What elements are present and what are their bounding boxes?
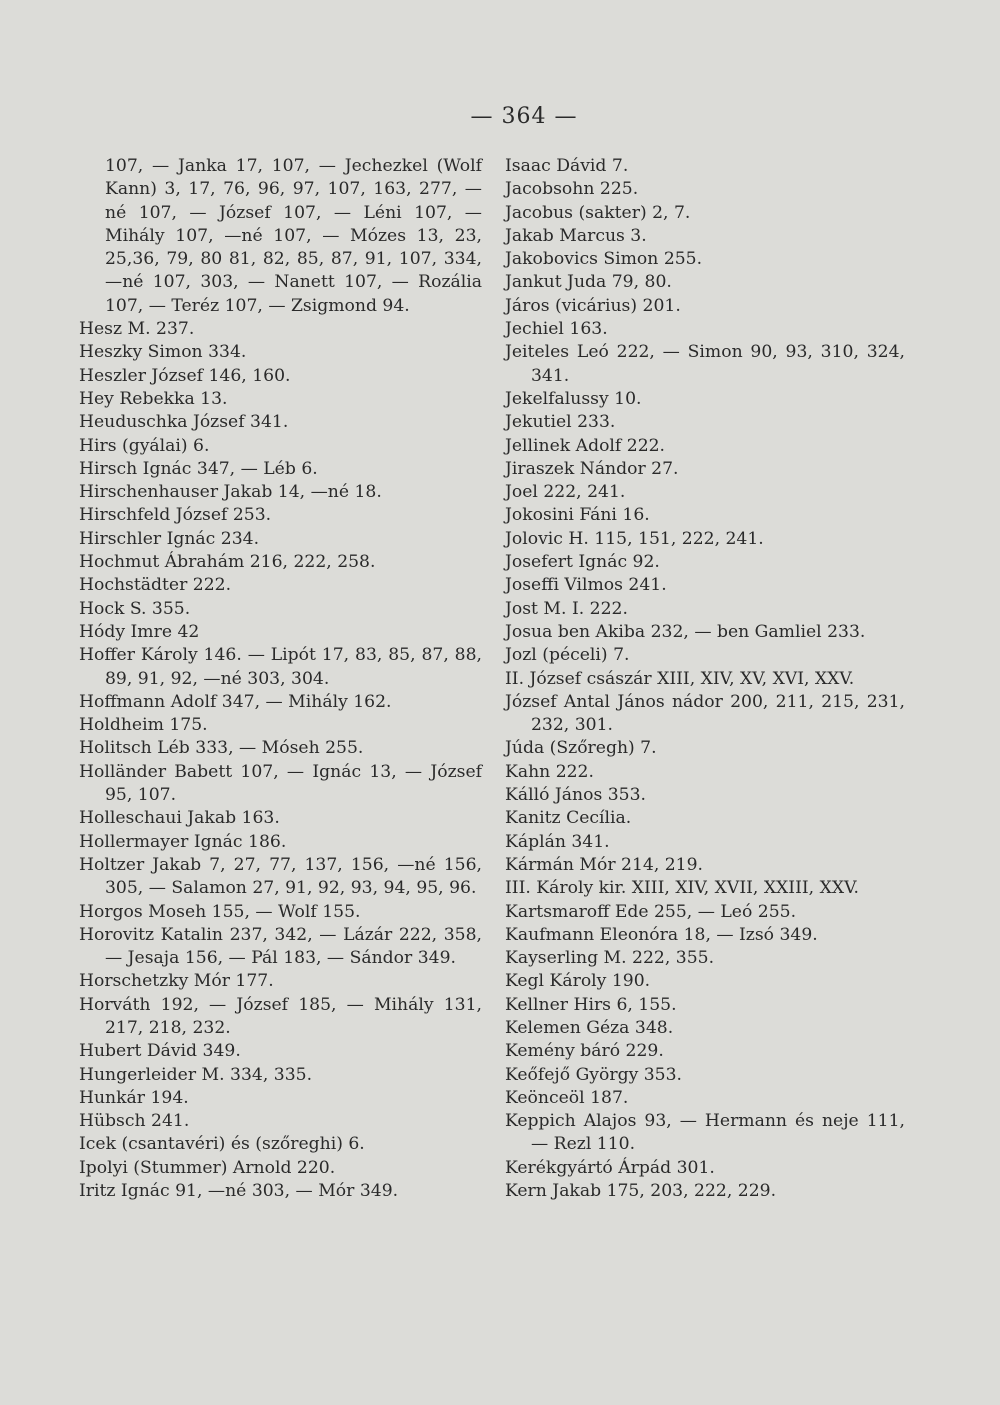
index-column-left: [79, 155, 482, 1203]
index-entry: József Antal János nádor 200, 211, 215, 231, 232, 301.: [505, 691, 905, 736]
index-entry: Jacobus (sakter) 2, 7.: [505, 202, 691, 223]
index-entry: Jechiel 163.: [505, 319, 608, 340]
index-entry: Heszler József 146, 160.: [79, 365, 291, 386]
index-entry: Jakab Marcus 3.: [505, 225, 647, 246]
index-entry: Hirschenhauser Jakab 14, —né 18.: [79, 482, 382, 503]
index-column-right: [505, 155, 905, 1203]
index-entry: Iritz Ignác 91, —né 303, — Mór 349.: [79, 1181, 399, 1202]
index-entry: Ipolyi (Stummer) Arnold 220.: [79, 1157, 336, 1178]
index-entry: Kahn 222.: [505, 761, 594, 782]
index-entry: Járos (vicárius) 201.: [505, 295, 681, 316]
index-entry: Jiraszek Nándor 27.: [505, 458, 679, 479]
index-entry: Hoffmann Adolf 347, — Mihály 162.: [79, 691, 392, 712]
index-entry: Hey Rebekka 13.: [79, 388, 228, 409]
index-entry: Holleschaui Jakab 163.: [79, 808, 280, 829]
index-entry: Jeiteles Leó 222, — Simon 90, 93, 310, 324, 341.: [505, 342, 905, 386]
index-entry: Kemény báró 229.: [505, 1041, 664, 1062]
index-entry: Horschetzky Mór 177.: [79, 971, 274, 992]
index-entry: Hirs (gyálai) 6.: [79, 435, 210, 456]
index-entry: Káplán 341.: [505, 831, 610, 852]
index-entry: Keönceöl 187.: [505, 1087, 629, 1108]
index-entry: Kayserling M. 222, 355.: [505, 948, 715, 969]
index-entry: Kanitz Cecília.: [505, 808, 632, 829]
index-entry: Josua ben Akiba 232, — ben Gamliel 233.: [505, 621, 866, 642]
index-entry: Hirschfeld József 253.: [79, 505, 272, 526]
index-entry: Hesz M. 237.: [79, 319, 195, 340]
index-entry: Jacobsohn 225.: [505, 179, 639, 200]
index-entry: 107, — Janka 17, 107, — Jechezkel (Wolf Kann) 3, 17, 76, 96, 97, 107, 163, 277, —né 107, — József 107, — Léni 107, — Mihály 107, —né 107, — Mózes 13, 23, 25,36, 79, 80 81, 82, 85, 87, 91, 107, 334, —né 107, 303, — Nanett 107, — Rozália 107, — Teréz 107, — Zsigmond 94.: [105, 156, 482, 316]
index-entry: Horovitz Katalin 237, 342, — Lázár 222, 358, — Jesaja 156, — Pál 183, — Sándor 349.: [79, 924, 482, 969]
index-entry: III. Károly kir. XIII, XIV, XVII, XXIII, XXV.: [505, 878, 859, 899]
index-entry: Kármán Mór 214, 219.: [505, 854, 704, 875]
index-entry: Horgos Moseh 155, — Wolf 155.: [79, 901, 361, 922]
index-entry: Keppich Alajos 93, — Hermann és neje 111, — Rezl 110.: [505, 1111, 905, 1155]
index-entry: Kaufmann Eleonóra 18, — Izsó 349.: [505, 924, 818, 945]
index-entry: Josefert Ignác 92.: [505, 552, 660, 573]
index-entry: Jakobovics Simon 255.: [505, 249, 703, 270]
index-entry: Kellner Hirs 6, 155.: [505, 994, 677, 1015]
index-entry: Holländer Babett 107, — Ignác 13, — József 95, 107.: [79, 761, 482, 806]
index-entry: Hollermayer Ignác 186.: [79, 831, 287, 852]
index-entry: Hirschler Ignác 234.: [79, 528, 260, 549]
index-entry: Júda (Szőregh) 7.: [505, 738, 657, 759]
index-entry: Hübsch 241.: [79, 1111, 190, 1132]
index-entry: Kerékgyártó Árpád 301.: [505, 1157, 715, 1178]
index-entry: Kelemen Géza 348.: [505, 1017, 674, 1038]
index-entry: Joel 222, 241.: [505, 482, 626, 503]
index-entry: Kartsmaroff Ede 255, — Leó 255.: [505, 901, 797, 922]
index-entry: Hungerleider M. 334, 335.: [79, 1064, 313, 1085]
index-entry: Jozl (péceli) 7.: [505, 645, 630, 666]
index-entry: Jankut Juda 79, 80.: [505, 272, 672, 293]
index-entry: Kálló János 353.: [505, 785, 646, 806]
index-entry: Holdheim 175.: [79, 715, 208, 736]
index-entry: Kern Jakab 175, 203, 222, 229.: [505, 1181, 777, 1202]
index-entry: Kegl Károly 190.: [505, 971, 651, 992]
index-entry: Icek (csantavéri) és (szőreghi) 6.: [79, 1134, 365, 1155]
index-entry: Hochstädter 222.: [79, 575, 232, 596]
index-entry: II. József császár XIII, XIV, XV, XVI, XXV.: [505, 668, 855, 689]
index-entry: Heszky Simon 334.: [79, 342, 247, 363]
index-entry: Hochmut Ábrahám 216, 222, 258.: [79, 552, 376, 573]
index-entry: Jokosini Fáni 16.: [505, 505, 650, 526]
index-entry: Hock S. 355.: [79, 598, 191, 619]
index-entry: Hunkár 194.: [79, 1087, 189, 1108]
index-entry: Jolovic H. 115, 151, 222, 241.: [505, 528, 764, 549]
index-entry: Jost M. I. 222.: [505, 598, 628, 619]
index-entry: Hoffer Károly 146. — Lipót 17, 83, 85, 87, 88, 89, 91, 92, —né 303, 304.: [79, 645, 482, 689]
index-entry: Holitsch Léb 333, — Móseh 255.: [79, 738, 364, 759]
index-entry: Heuduschka József 341.: [79, 412, 289, 433]
index-entry: Joseffi Vilmos 241.: [505, 575, 667, 596]
index-entry: Hódy Imre 42: [79, 621, 200, 642]
index-entry: Jellinek Adolf 222.: [505, 435, 666, 456]
index-entry: Jekutiel 233.: [505, 412, 616, 433]
index-entry: Jekelfalussy 10.: [505, 388, 642, 409]
index-entry: Hirsch Ignác 347, — Léb 6.: [79, 458, 318, 479]
page-number: — 364 —: [470, 104, 578, 129]
index-entry: Horváth 192, — József 185, — Mihály 131, 217, 218, 232.: [79, 994, 482, 1038]
index-entry: Hubert Dávid 349.: [79, 1041, 241, 1062]
index-entry: Keőfejő György 353.: [505, 1064, 683, 1085]
index-entry: Isaac Dávid 7.: [505, 156, 629, 176]
index-entry: Holtzer Jakab 7, 27, 77, 137, 156, —né 156, 305, — Salamon 27, 91, 92, 93, 94, 95, 96.: [79, 854, 482, 899]
